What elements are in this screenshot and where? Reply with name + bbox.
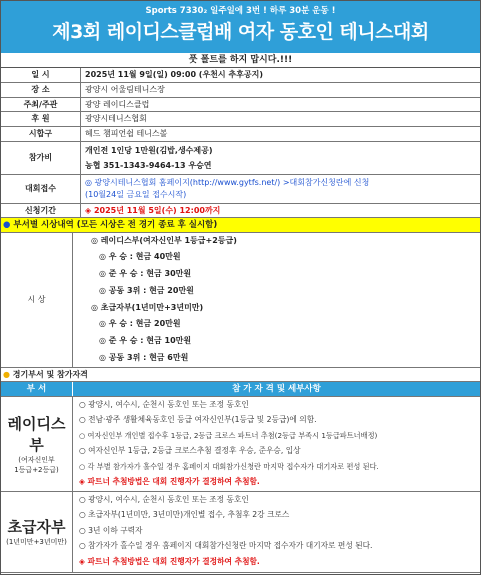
info-label: 대회접수 (1, 174, 81, 203)
rule-line: ○ 참가자가 홀수일 경우 홈페이지 대회참가신청란 마지막 접수자가 대기자로 편성 된다. (79, 541, 373, 550)
division-label (1, 492, 73, 572)
rule-line: ○ 전남·광주 생활체육동호인 등급 여자신인부(1등급 및 2등급)에 의함. (79, 415, 317, 424)
rule-line: ○ 각 부별 참가자가 홀수일 경우 홈페이지 대회참가신청란 마지막 접수자가 대기자로 편성 된다. (79, 461, 379, 471)
prize-block (1, 233, 480, 368)
prize-item: ◎ 준 우 승 : 현금 30만원 (99, 269, 192, 278)
prize-label: 시 상 (1, 233, 73, 367)
rule-line: ○ 여자신인부 1등급, 2등급 크로스추첨 결정후 우승, 준우승, 입상 (79, 446, 301, 455)
info-label: 후 원 (1, 111, 81, 126)
info-label: 주최/주관 (1, 97, 81, 111)
prize-item: ◎ 준 우 승 : 현금 10만원 (99, 336, 192, 345)
prize-section-header (1, 218, 480, 233)
registration-start: (10월24일 금요일 접수시작) (85, 189, 187, 199)
bullet-icon: ● (3, 219, 11, 230)
prize-list (73, 233, 480, 367)
prize-item: ◎ 공동 3위 : 현금 20만원 (99, 285, 194, 295)
info-label: 장 소 (1, 82, 81, 97)
division-beginner (1, 492, 480, 573)
info-value: 2025년 11월 9일(일) 09:00 (우천시 추후공지) (81, 68, 481, 82)
prize-section-title: 부서별 시상내역 (모든 시상은 전 경기 종료 후 실시함) (13, 219, 218, 230)
prize-division: ◎ 초급자부(1년미만+3년미만) (91, 302, 204, 312)
info-row-deadline (1, 203, 480, 217)
info-label: 일 시 (1, 68, 81, 82)
fee-line: 개인전 1인당 1만원(김밥,생수제공) (85, 145, 213, 155)
header-subtitle: Sports 7330₂ 일주일에 3번 ! 하루 30분 운동 ! (145, 6, 336, 16)
division-section-header (1, 368, 480, 382)
division-sub: 1등급+2등급) (14, 465, 59, 474)
info-value: 광양시테니스협회 (81, 111, 481, 126)
info-label: 참가비 (1, 141, 81, 174)
info-row-ball (1, 126, 480, 141)
partner-draw-note: ◈ 파트너 추첨방법은 대회 진행자가 결정하여 추첨함. (79, 556, 260, 566)
poster-header (1, 1, 480, 53)
deadline-value: ◈ 2025년 11월 5일(수) 12:00까지 (81, 203, 481, 217)
info-row-registration (1, 174, 480, 203)
division-column-header (1, 382, 480, 397)
info-label: 시합구 (1, 126, 81, 141)
info-row-date (1, 68, 480, 82)
fee-value (81, 141, 481, 174)
rule-line: ○ 여자신인부 개인별 접수후 1등급, 2등급 크로스 파트너 추첨(2등급 부족시 1등급파트너배정) (79, 430, 378, 440)
page-title: 제3회 레이디스클럽배 여자 동호인 테니스대회 (52, 21, 429, 43)
qualification-col-label: 참 가 자 격 및 세부사항 (232, 383, 321, 394)
division-sub: (여자신인부 (18, 455, 55, 464)
rule-line: ○ 광양시, 여수시, 순천시 동호인 또는 조정 동호인 (79, 494, 249, 504)
division-name: 레이디스부 (7, 414, 66, 454)
bullet-icon: ● (3, 369, 10, 379)
division-col-label: 부 서 (1, 382, 73, 396)
rule-line: ○ 초급자부(1년미만, 3년미만)개인별 접수, 추첨후 2강 크로스 (79, 510, 290, 519)
info-row-host (1, 97, 480, 111)
division-name: 초급자부 (7, 518, 66, 536)
registration-value (81, 174, 481, 203)
info-table (1, 68, 480, 218)
division-rules (73, 492, 480, 572)
registration-link[interactable]: ◎ 광양시테니스협회 홈페이지(http://www.gytfs.net/) >대회참가신청란에 신청 (85, 177, 370, 187)
info-value: 헤드 챔피언쉽 테니스볼 (81, 126, 481, 141)
division-section-title: 경기부서 및 참가자격 (12, 369, 88, 379)
division-sub: (1년미만+3년미만) (6, 538, 67, 546)
info-row-sponsor (1, 111, 480, 126)
prize-division: ◎ 레이디스부(여자신인부 1등급+2등급) (91, 235, 237, 245)
rule-line: ○ 3년 이하 구력자 (79, 525, 143, 535)
info-row-venue (1, 82, 480, 97)
division-label (1, 397, 73, 491)
bank-account: 농협 351-1343-9464-13 우승연 (85, 160, 212, 170)
partner-draw-note: ◈ 파트너 추첨방법은 대회 진행자가 결정하여 추첨함. (79, 477, 260, 486)
prize-item: ◎ 공동 3위 : 현금 6만원 (99, 352, 189, 362)
division-rules (73, 397, 480, 491)
prize-item: ◎ 우 승 : 현금 20만원 (99, 319, 181, 329)
division-ladies (1, 397, 480, 492)
info-label: 신청기간 (1, 203, 81, 217)
info-value: 광양 레이디스클럽 (81, 97, 481, 111)
foot-fault-notice: 풋 폴트를 하지 맙시다.!!! (1, 53, 480, 68)
info-row-fee (1, 141, 480, 174)
prize-item: ◎ 우 승 : 현금 40만원 (99, 252, 181, 262)
rule-line: ○ 광양시, 여수시, 순천시 동호인 또는 조정 동호인 (79, 399, 249, 409)
info-value: 광양시 어울림테니스장 (81, 82, 481, 97)
